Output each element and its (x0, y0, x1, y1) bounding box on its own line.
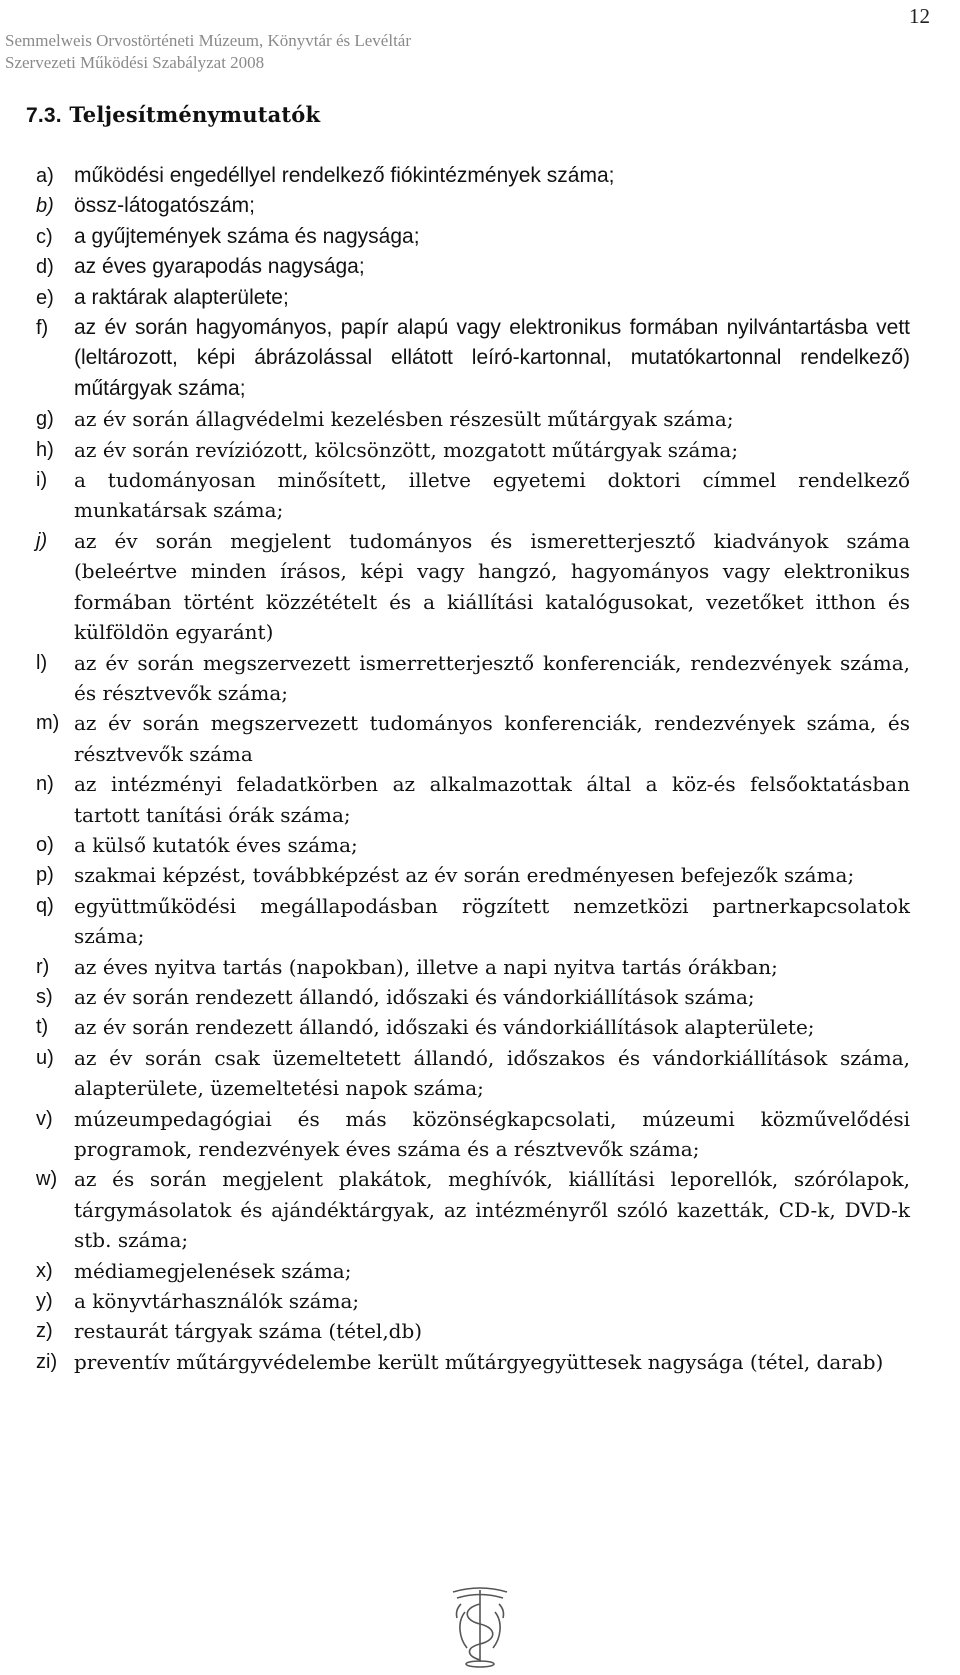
section-heading: Teljesítménymutatók (69, 102, 321, 127)
list-item (36, 252, 910, 282)
list-item (36, 465, 910, 526)
list-item (36, 860, 910, 890)
list-marker: y) (36, 1290, 53, 1313)
list-marker: o) (36, 833, 54, 856)
list-item-text: a könyvtárhasználók száma; (74, 1289, 360, 1314)
list-marker: r) (36, 955, 50, 978)
list-marker: zi) (36, 1350, 58, 1373)
list-item-text: az év során állagvédelmi kezelésben részesült műtárgyak száma; (74, 407, 734, 432)
list-marker: l) (36, 651, 48, 674)
list-item-text: restaurát tárgyak száma (tétel,db) (74, 1319, 423, 1344)
list-marker: f) (36, 317, 49, 340)
list-marker: w) (36, 1168, 58, 1191)
list-marker: v) (36, 1107, 53, 1130)
header-institution: Semmelweis Orvostörténeti Múzeum, Könyvtár és Levéltár (5, 31, 411, 50)
list-item-text: preventív műtárgyvédelembe került műtárgyegyüttesek nagysága (tétel, darab) (74, 1349, 884, 1374)
list-marker: e) (36, 286, 54, 309)
list-marker: x) (36, 1259, 53, 1282)
list-marker: s) (36, 985, 53, 1008)
list-item (36, 283, 910, 313)
list-item-text: az év során rendezett állandó, időszaki és vándorkiállítások alapterülete; (74, 1015, 815, 1040)
document-header (5, 30, 411, 74)
list-marker: g) (36, 408, 54, 431)
header-document-title: Szervezeti Működési Szabályzat 2008 (5, 53, 265, 72)
list-item-text: a raktárak alapterülete; (74, 285, 289, 309)
list-marker: z) (36, 1320, 53, 1343)
list-item-text: az év során hagyományos, papír alapú vagy elektronikus formában nyilvántartásba vett (leltározott, képi ábrázolással ellátott leíró-kartonnal, mutatókartonnal rendelkező) műtárgyak száma; (74, 316, 910, 400)
list-marker: i) (36, 469, 48, 492)
list-item (36, 708, 910, 769)
list-item (36, 830, 910, 860)
list-item (36, 435, 910, 465)
list-marker: h) (36, 438, 54, 461)
list-item (36, 191, 910, 221)
list-marker: d) (36, 256, 54, 279)
list-item-text: az intézményi feladatkörben az alkalmazottak által a köz-és felsőoktatásban tartott tanítási órák száma; (74, 772, 910, 827)
list-item-text: az és során megjelent plakátok, meghívók, kiállítási leporellók, szórólapok, tárgymásolatok és ajándéktárgyak, az intézményről szóló kazetták, CD-k, DVD-k stb. száma; (74, 1167, 910, 1253)
list-item (36, 222, 910, 252)
list-marker: m) (36, 712, 60, 735)
list-item (36, 891, 910, 952)
list-marker: j) (36, 529, 48, 552)
emblem-icon (445, 1582, 515, 1668)
list-item-text: szakmai képzést, továbbképzést az év során eredményesen befejezők száma; (74, 863, 855, 888)
list-item (36, 982, 910, 1012)
indicator-list (36, 161, 910, 1377)
list-item (36, 1256, 910, 1286)
list-item (36, 1104, 910, 1165)
list-item (36, 648, 910, 709)
museum-emblem-logo (445, 1582, 515, 1672)
list-item-text: az év során megszervezett ismerretterjesztő konferenciák, rendezvények száma, és résztvevők száma; (74, 650, 910, 705)
list-item-text: az év során rendezett állandó, időszaki és vándorkiállítások száma; (74, 984, 755, 1009)
list-item-text: együttműködési megállapodásban rögzített nemzetközi partnerkapcsolatok száma; (74, 893, 910, 949)
list-item (36, 769, 910, 830)
list-item (36, 1286, 910, 1316)
list-item-text: az év során megszervezett tudományos konferenciák, rendezvények száma, és résztvevők száma (74, 711, 910, 766)
list-item (36, 313, 910, 404)
list-item-text: működési engedéllyel rendelkező fiókintézmények száma; (74, 164, 615, 187)
list-marker: b) (36, 195, 54, 218)
list-item (36, 404, 910, 434)
list-item-text: múzeumpedagógiai és más közönségkapcsolati, múzeumi közművelődési programok, rendezvények éves száma és a résztvevők száma; (74, 1106, 910, 1161)
list-marker: t) (36, 1016, 49, 1039)
section-title (26, 102, 320, 128)
list-item (36, 952, 910, 982)
page-number: 12 (909, 4, 930, 28)
list-item (36, 161, 910, 191)
list-item-text: össz-látogatószám; (74, 194, 255, 218)
list-marker: c) (36, 225, 53, 248)
list-item-text: az éves gyarapodás nagysága; (74, 255, 365, 279)
list-marker: u) (36, 1046, 54, 1069)
list-item (36, 1347, 910, 1377)
list-marker: n) (36, 773, 54, 796)
list-item-text: a külső kutatók éves száma; (74, 832, 358, 857)
list-item-text: az éves nyitva tartás (napokban), illetve a napi nyitva tartás órákban; (74, 954, 778, 979)
list-item-text: a gyűjtemények száma és nagysága; (74, 224, 420, 248)
list-item-text: az év során megjelent tudományos és ismeretterjesztő kiadványok száma (beleértve minden írásos, képi vagy hangzó, hagyományos vagy elektronikus formában történt közzétételt és a kiállítási katalógusokat, vezetőket itthon és külföldön egyaránt) (74, 528, 910, 645)
list-item (36, 1164, 910, 1255)
list-item-text: a tudományosan minősített, illetve egyetemi doktori címmel rendelkező munkatársak száma; (74, 468, 910, 523)
list-item (36, 1043, 910, 1104)
list-marker: a) (36, 165, 54, 187)
list-item-text: az év során csak üzemeltetett állandó, időszakos és vándorkiállítások száma, alapterülete, üzemeltetési napok száma; (74, 1045, 910, 1101)
list-marker: p) (36, 864, 54, 887)
list-item-text: médiamegjelenések száma; (74, 1258, 352, 1283)
list-item (36, 1012, 910, 1042)
list-item-text: az év során revíziózott, kölcsönzött, mozgatott műtárgyak száma; (74, 437, 739, 462)
section-number: 7.3. (26, 104, 62, 127)
list-item (36, 526, 910, 648)
list-item (36, 1316, 910, 1346)
list-marker: q) (36, 894, 54, 917)
